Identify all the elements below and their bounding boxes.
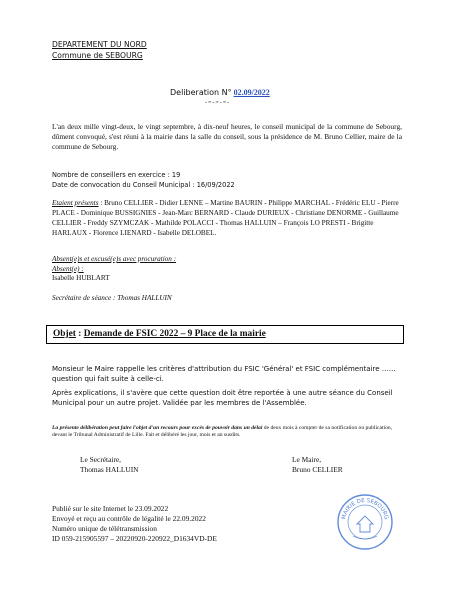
object-title: Demande de FSIC 2022 – 9 Place de la mairie (83, 329, 266, 339)
counts-block (52, 170, 235, 190)
present-label: Etaient présents (52, 199, 99, 207)
session-secretary: Secrétaire de séance : Thomas HALLUIN (52, 294, 172, 302)
deliberation-separator: -=-=-=- (205, 100, 231, 106)
publication-line-3: Numéro unique de télétransmission (52, 524, 157, 533)
absent-block (52, 255, 352, 284)
absent-name: Isabelle HUBLART (52, 274, 110, 282)
legal-notice-bold: La présente délibération peut faire l'objet d'un recours pour excès de pouvoir dans un délai (52, 425, 263, 431)
secretary-signature-block (80, 455, 139, 475)
mairie-seal-stamp (335, 492, 395, 552)
present-members (52, 198, 407, 238)
document-header (52, 39, 147, 61)
object-label: Objet (53, 329, 76, 339)
convocation-date: Date de convocation du Conseil Municipal : 16/09/2022 (52, 181, 235, 189)
object-box (46, 325, 404, 344)
publication-line-2: Envoyé et reçu au contrôle de légalité le 22.09.2022 (52, 514, 206, 523)
seal-text: MAIRIE DE SEBOURG (341, 497, 389, 521)
secretary-name: Thomas HALLUIN (80, 465, 139, 474)
intro-paragraph: L'an deux mille vingt-deux, le vingt septembre, à dix-neuf heures, le conseil municipal de la commune de Sebourg, dûment convoqué, s'est réuni à la mairie dans la salle du conseil, sous la présidence de M. Bruno Cellier, maire de la commune de Sebourg. (52, 122, 402, 151)
body-paragraph-1: Monsieur le Maire rappelle les critères d'attribution du FSIC 'Général' et FSIC complémentaire ……question qui fait suite à celle-ci. (52, 365, 396, 383)
publication-line-4: ID 059-215905597 – 20220920-220922_D1634VD-DE (52, 534, 217, 543)
deliberation-title (170, 88, 270, 97)
absent-label: Absent(e) : (52, 264, 84, 273)
proxy-label: Absent(e)s et excusé(e)s avec procuration : (52, 255, 177, 263)
mayor-role: Le Maire, (292, 455, 322, 464)
department-name: DEPARTEMENT DU NORD (52, 40, 147, 49)
mayor-signature-block (292, 455, 343, 475)
deliberation-label: Deliberation N° (170, 88, 232, 97)
deliberation-number-link[interactable]: 02.09/2022 (233, 88, 270, 97)
publication-block (52, 504, 217, 544)
publication-line-1: Publié sur le site Internet le 23.09.2022 (52, 504, 169, 513)
legal-notice (52, 425, 407, 439)
secretary-role: Le Secrétaire, (80, 455, 122, 464)
legal-notice-rest: de deux mois à compter de sa notification ou publication, devant le Tribunal Administratif de Lille. Fait et délibéré les jour, mois et an susdits. (52, 425, 393, 438)
councillors-count: Nombre de conseillers en exercice : 19 (52, 171, 181, 179)
commune-name: Commune de SEBOURG (52, 51, 143, 60)
present-names: : Bruno CELLIER - Didier LENNE – Martine BAURIN - Philippe MARCHAL - Frédéric ELU - Pierre PLACE - Dominique BUSSIGNIES - Jean-Marc BERNARD - Claude DURIEUX - Christiane DENORME - Guillaume CELLIER - Freddy SZYMCZAK - Mathilde POLACCI - Thomas HALLUIN – François LO PRESTI - Brigitte HARLAUX - Florence LIENARD - Isabelle DELOBEL. (52, 199, 399, 237)
object-sep: : (75, 329, 84, 339)
body-paragraph-2: Après explications, il s'avère que cette question doit être reportée à une autre séance du Conseil Municipal pour un autre projet. Validée par les membres de l'Assemblée. (52, 389, 393, 407)
mayor-name: Bruno CELLIER (292, 465, 343, 474)
